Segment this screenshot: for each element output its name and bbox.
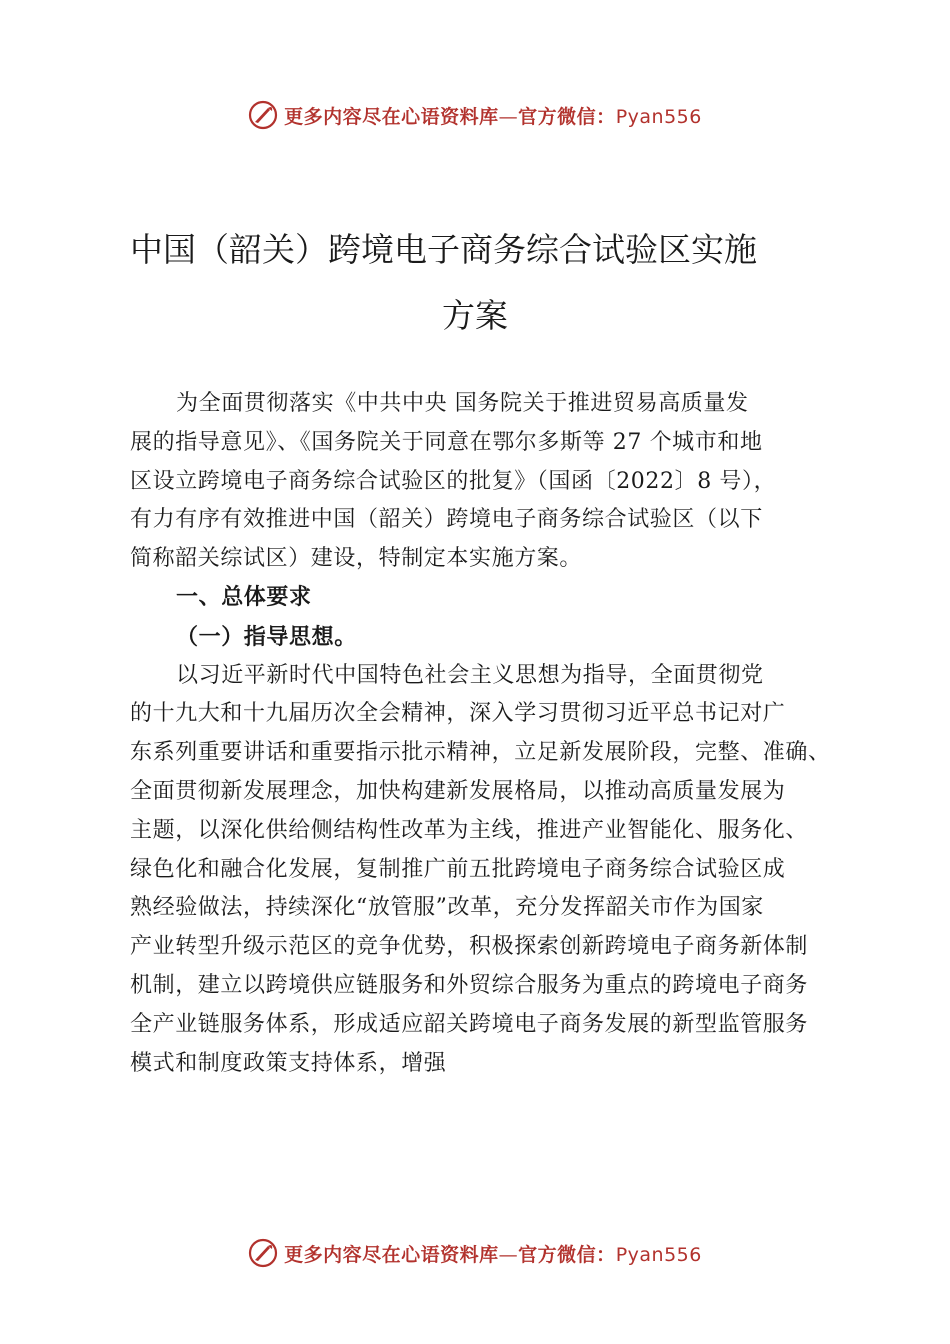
paragraph-line: 主题，以深化供给侧结构性改革为主线，推进产业智能化、服务化、: [130, 817, 809, 843]
watermark-text: 更多内容尽在心语资料库—官方微信：Pyan556: [284, 1243, 702, 1266]
paragraph-line: 绿色化和融合化发展，复制推广前五批跨境电子商务综合试验区成: [130, 856, 786, 882]
intro-line: 有力有序有效推进中国（韶关）跨境电子商务综合试验区（以下: [130, 507, 763, 533]
document-title-line2: 方案: [442, 296, 508, 335]
quill-logo-icon: [248, 100, 278, 130]
paragraph-line: 东系列重要讲话和重要指示批示精神，立足新发展阶段，完整、准确、: [130, 740, 831, 766]
header-watermark: [0, 95, 950, 135]
document-title-line1: 中国（韶关）跨境电子商务综合试验区实施: [130, 230, 757, 269]
paragraph-line: 产业转型升级示范区的竞争优势，积极探索创新跨境电子商务新体制: [130, 934, 809, 960]
intro-line: 展的指导意见》、《国务院关于同意在鄂尔多斯等 27 个城市和地: [130, 429, 763, 455]
paragraph-line: 全产业链服务体系，形成适应韶关跨境电子商务发展的新型监管服务: [130, 1011, 809, 1037]
paragraph-line: 模式和制度政策支持体系，增强: [130, 1050, 447, 1076]
quill-logo-icon: [248, 1238, 278, 1268]
intro-line: 简称韶关综试区）建设，特制定本实施方案。: [130, 546, 583, 572]
intro-line: 为全面贯彻落实《中共中央 国务院关于推进贸易高质量发: [176, 391, 749, 416]
paragraph-line: 机制，建立以跨境供应链服务和外贸综合服务为重点的跨境电子商务: [130, 972, 809, 998]
paragraph-line: 熟经验做法，持续深化“放管服”改革，充分发挥韶关市作为国家: [130, 895, 764, 921]
section-heading: 一、总体要求: [176, 584, 312, 610]
watermark-text: 更多内容尽在心语资料库—官方微信：Pyan556: [284, 105, 702, 128]
paragraph-line: 以习近平新时代中国特色社会主义思想为指导，全面贯彻党: [176, 662, 764, 688]
subsection-heading: （一）指导思想。: [176, 623, 357, 650]
paragraph-line: 全面贯彻新发展理念，加快构建新发展格局，以推动高质量发展为: [130, 778, 786, 804]
footer-watermark: [0, 1233, 950, 1273]
document-body: [130, 385, 850, 1083]
paragraph-line: 的十九大和十九届历次全会精神，深入学习贯彻习近平总书记对广: [130, 701, 786, 727]
intro-line: 区设立跨境电子商务综合试验区的批复》（国函〔2022〕8 号），: [130, 468, 777, 494]
